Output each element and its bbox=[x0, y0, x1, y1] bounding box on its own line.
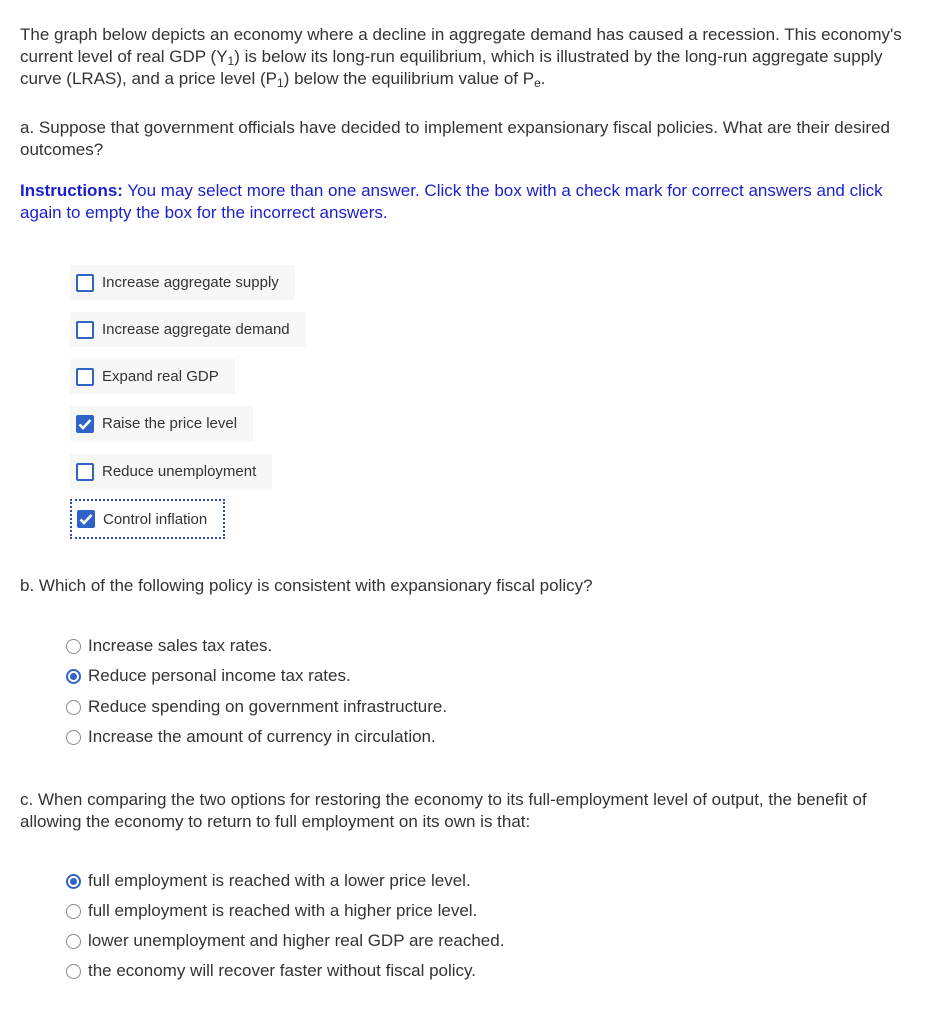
checkbox-label: Expand real GDP bbox=[102, 368, 219, 385]
radio-option-b-increase-sales-tax[interactable] bbox=[66, 634, 272, 658]
checkbox-icon[interactable] bbox=[77, 510, 95, 528]
radio-label: Increase sales tax rates. bbox=[88, 636, 273, 655]
radio-button[interactable] bbox=[66, 730, 81, 745]
radio-label: Increase the amount of currency in circulation. bbox=[88, 727, 436, 746]
checkbox-option-reduce-unemployment[interactable] bbox=[70, 454, 272, 489]
radio-button[interactable] bbox=[66, 964, 81, 979]
checkbox-option-increase-aggregate-demand[interactable] bbox=[70, 312, 306, 347]
part-a-question: a. Suppose that government officials have decided to implement expansionary fiscal policies. What are their desired outcomes? bbox=[20, 118, 890, 159]
radio-label: lower unemployment and higher real GDP are reached. bbox=[88, 931, 505, 950]
checkbox-option-expand-real-gdp[interactable] bbox=[70, 359, 235, 394]
part-b-question: b. Which of the following policy is consistent with expansionary fiscal policy? bbox=[20, 576, 593, 595]
checkmark-icon bbox=[79, 513, 93, 525]
radio-option-b-increase-currency[interactable] bbox=[66, 725, 436, 749]
radio-label: full employment is reached with a higher price level. bbox=[88, 901, 478, 920]
checkbox-option-raise-price-level[interactable] bbox=[70, 406, 253, 441]
radio-button[interactable] bbox=[66, 639, 81, 654]
radio-option-c-lower-unemployment[interactable] bbox=[66, 929, 504, 953]
checkbox-label: Increase aggregate supply bbox=[102, 274, 279, 291]
radio-option-b-reduce-infrastructure-spending[interactable] bbox=[66, 695, 447, 719]
checkbox-label: Reduce unemployment bbox=[102, 463, 257, 480]
checkbox-icon[interactable] bbox=[76, 274, 94, 292]
radio-option-c-lower-price-level[interactable] bbox=[66, 869, 471, 893]
part-c-question: c. When comparing the two options for restoring the economy to its full-employment level of output, the benefit of allowing the economy to return to full employment on its own is that: bbox=[20, 790, 867, 831]
checkbox-label: Raise the price level bbox=[102, 415, 238, 432]
checkbox-label: Control inflation bbox=[103, 510, 208, 528]
radio-option-c-recover-faster[interactable] bbox=[66, 959, 476, 983]
intro-paragraph: The graph below depicts an economy where a decline in aggregate demand has caused a recession. This economy's current level of real GDP $(Y_1)$ is below its long-run equilibrium, which is illustrated by the long-run aggregate supply curve (LRAS), and a price level $(P_1)$ below the equilibrium value of $P_e$. bbox=[20, 25, 902, 90]
radio-button[interactable] bbox=[66, 934, 81, 949]
instructions: Instructions: You may select more than one answer. Click the box with a check mark for correct answers and click again to empty the box for the incorrect answers. bbox=[20, 181, 883, 222]
radio-option-c-higher-price-level[interactable] bbox=[66, 899, 477, 923]
checkbox-option-increase-aggregate-supply[interactable] bbox=[70, 265, 295, 300]
radio-button[interactable] bbox=[66, 669, 81, 684]
checkbox-icon[interactable] bbox=[76, 368, 94, 386]
radio-label: Reduce spending on government infrastructure. bbox=[88, 697, 448, 716]
checkbox-icon[interactable] bbox=[76, 321, 94, 339]
radio-button[interactable] bbox=[66, 700, 81, 715]
radio-label: full employment is reached with a lower price level. bbox=[88, 871, 471, 890]
checkbox-icon[interactable] bbox=[76, 415, 94, 433]
checkmark-icon bbox=[78, 418, 92, 430]
radio-label: the economy will recover faster without fiscal policy. bbox=[88, 961, 477, 980]
radio-option-b-reduce-income-tax[interactable] bbox=[66, 664, 351, 688]
radio-label: Reduce personal income tax rates. bbox=[88, 666, 351, 685]
checkbox-option-control-inflation[interactable] bbox=[70, 499, 225, 539]
checkbox-label: Increase aggregate demand bbox=[102, 321, 290, 338]
radio-button[interactable] bbox=[66, 874, 81, 889]
checkbox-icon[interactable] bbox=[76, 463, 94, 481]
radio-button[interactable] bbox=[66, 904, 81, 919]
